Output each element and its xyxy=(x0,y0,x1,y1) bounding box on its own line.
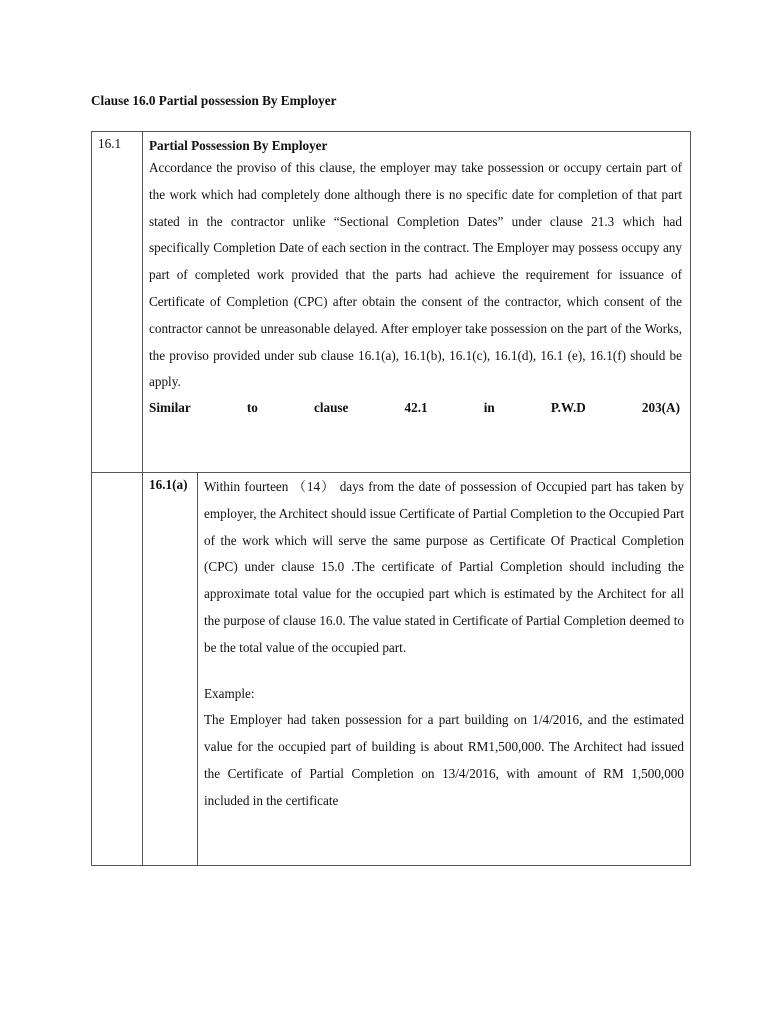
example-label: Example: xyxy=(204,685,255,701)
similar-word: Similar xyxy=(149,400,191,416)
subsection-row xyxy=(92,473,691,866)
section-number: 16.1 xyxy=(92,132,143,473)
similar-word: 42.1 xyxy=(404,400,428,416)
subsection-content xyxy=(198,473,691,866)
section-title: Partial Possession By Employer xyxy=(149,138,328,153)
clause-table xyxy=(91,131,691,866)
similar-word: P.W.D xyxy=(550,400,586,416)
example-text: The Employer had taken possession for a part building on 1/4/2016, and the estimated value for the occupied part of building is about RM1,500,000. The Architect had issued the Certificate of Partial Completion on 13/4/2016, with amount of RM 1,500,000 included in the certificate xyxy=(204,712,684,808)
empty-number-cell xyxy=(92,473,143,866)
similar-reference xyxy=(149,395,682,421)
subsection-number: 16.1(a) xyxy=(143,473,198,866)
similar-word: clause xyxy=(313,400,349,416)
section-content xyxy=(143,132,691,473)
similar-word: in xyxy=(483,400,495,416)
page-heading: Clause 16.0 Partial possession By Employer xyxy=(91,93,337,108)
subsection-body: Within fourteen （14） days from the date of possession of Occupied part has taken by employer, the Architect should issue Certificate of Partial Completion to the Occupied Part of the work which will serve the same purpose as Certificate Of Practical Completion (CPC) under clause 15.0 .The certificate of Partial Completion should including the approximate total value for the occupied part which is estimated by the Architect for all the purpose of clause 16.0. The value stated in Certificate of Partial Completion deemed to be the total value of the occupied part. xyxy=(204,479,684,655)
section-row xyxy=(92,132,691,473)
similar-word: 203(A) xyxy=(641,400,680,416)
similar-word: to xyxy=(246,400,258,416)
section-body: Accordance the proviso of this clause, the employer may take possession or occupy certain part of the work which had completely done although there is no specific date for completion of that part stated in the contractor unlike “Sectional Completion Dates” under clause 21.3 which had specifically Completion Date of each section in the contract. The Employer may possess occupy any part of completed work provided that the parts had achieve the requirement for issuance of Certificate of Completion (CPC) after obtain the consent of the contractor, which consent of the contractor cannot be unreasonable delayed. After employer take possession on the part of the Works, the proviso provided under sub clause 16.1(a), 16.1(b), 16.1(c), 16.1(d), 16.1 (e), 16.1(f) should be apply. xyxy=(149,160,682,390)
